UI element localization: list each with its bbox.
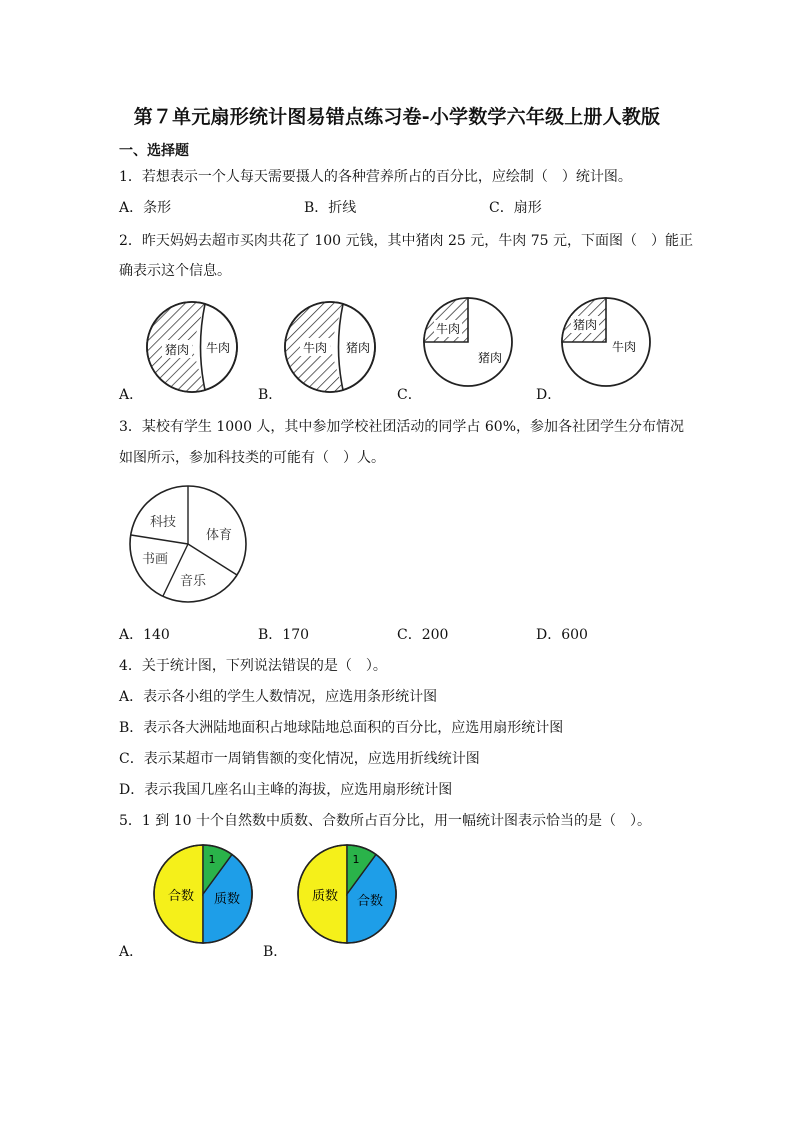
q5-pie-a[interactable] bbox=[154, 845, 252, 943]
q3-option-d[interactable]: D．600 bbox=[536, 627, 588, 643]
q2-pie-d-hatched-label: 猪肉 bbox=[572, 318, 598, 332]
q3-pie-label-keji: 科技 bbox=[149, 515, 177, 530]
q2-pie-d[interactable] bbox=[562, 298, 650, 386]
section-heading: 一、选择题 bbox=[119, 143, 189, 159]
q3-option-a[interactable]: A．140 bbox=[119, 627, 170, 643]
page-title: 第７单元扇形统计图易错点练习卷-小学数学六年级上册人教版 bbox=[133, 106, 661, 128]
q5-pie-a-left-label: 合数 bbox=[167, 889, 195, 904]
q3-pie-label-tiyu: 体育 bbox=[205, 528, 233, 543]
q3-stem-line2: 如图所示，参加科技类的可能有（ ）人。 bbox=[119, 450, 385, 466]
q2-pie-b-hatched-label: 牛肉 bbox=[302, 341, 328, 355]
q2-option-d[interactable]: D． bbox=[536, 387, 562, 403]
q5-option-a[interactable]: A． bbox=[119, 944, 144, 960]
q2-stem-line2: 确表示这个信息。 bbox=[119, 263, 231, 279]
q2-pie-c-hatched-label: 牛肉 bbox=[435, 322, 461, 336]
q4-option-c[interactable]: C．表示某超市一周销售额的变化情况，应选用折线统计图 bbox=[119, 751, 480, 767]
q3-pie-label-yinyue: 音乐 bbox=[179, 574, 207, 589]
q3-pie-chart bbox=[120, 478, 260, 608]
q5-option-b[interactable]: B． bbox=[263, 944, 288, 960]
q5-pie-a-small-label: 1 bbox=[208, 853, 216, 866]
q5-pie-b[interactable] bbox=[298, 845, 396, 943]
q5-pie-charts bbox=[140, 835, 420, 950]
q5-pie-b-left-label: 质数 bbox=[311, 889, 339, 904]
q4-option-d[interactable]: D．表示我国几座名山主峰的海拔，应选用扇形统计图 bbox=[119, 782, 453, 798]
q2-pie-d-plain-label: 牛肉 bbox=[611, 340, 637, 354]
q3-pie-label-shuhua: 书画 bbox=[141, 552, 169, 567]
q4-stem: 4．关于统计图，下列说法错误的是（ ）。 bbox=[119, 658, 387, 674]
q5-pie-a-right-label: 质数 bbox=[213, 892, 241, 907]
q2-pie-b[interactable] bbox=[285, 302, 375, 392]
q2-pie-a-plain-label: 牛肉 bbox=[205, 341, 231, 355]
q1-stem: 1．若想表示一个人每天需要摄人的各种营养所占的百分比，应绘制（ ）统计图。 bbox=[119, 169, 632, 185]
q4-option-a[interactable]: A．表示各小组的学生人数情况，应选用条形统计图 bbox=[119, 689, 438, 705]
q4-option-b[interactable]: B．表示各大洲陆地面积占地球陆地总面积的百分比，应选用扇形统计图 bbox=[119, 720, 564, 736]
q2-pie-c-plain-label: 猪肉 bbox=[477, 351, 503, 365]
q3-stem-line1: 3．某校有学生 1000 人，其中参加学校社团活动的同学占 60%，参加各社团学生分布情况 bbox=[119, 419, 685, 435]
q1-option-a[interactable]: A．条形 bbox=[119, 200, 172, 216]
q1-option-c[interactable]: C．扇形 bbox=[489, 200, 542, 216]
q2-pie-b-plain-label: 猪肉 bbox=[345, 341, 371, 355]
q2-stem-line1: 2．昨天妈妈去超市买肉共花了 100 元钱，其中猪肉 25 元，牛肉 75 元，下面图（ ）能正 bbox=[119, 233, 693, 249]
q1-option-b[interactable]: B．折线 bbox=[304, 200, 357, 216]
q3-option-c[interactable]: C．200 bbox=[397, 627, 449, 643]
q2-pie-c[interactable] bbox=[424, 298, 512, 386]
q2-option-a[interactable]: A． bbox=[119, 387, 144, 403]
q2-option-c[interactable]: C． bbox=[397, 387, 422, 403]
q2-pie-a[interactable] bbox=[147, 302, 237, 392]
q5-stem: 5．1 到 10 十个自然数中质数、合数所占百分比，用一幅统计图表示恰当的是（ ）。 bbox=[119, 813, 651, 829]
q3-option-b[interactable]: B．170 bbox=[258, 627, 310, 643]
q5-pie-b-right-label: 合数 bbox=[356, 894, 384, 909]
q2-pie-a-hatched-label: 猪肉 bbox=[164, 343, 190, 357]
q5-pie-b-small-label: 1 bbox=[352, 853, 360, 866]
q2-option-b[interactable]: B． bbox=[258, 387, 283, 403]
